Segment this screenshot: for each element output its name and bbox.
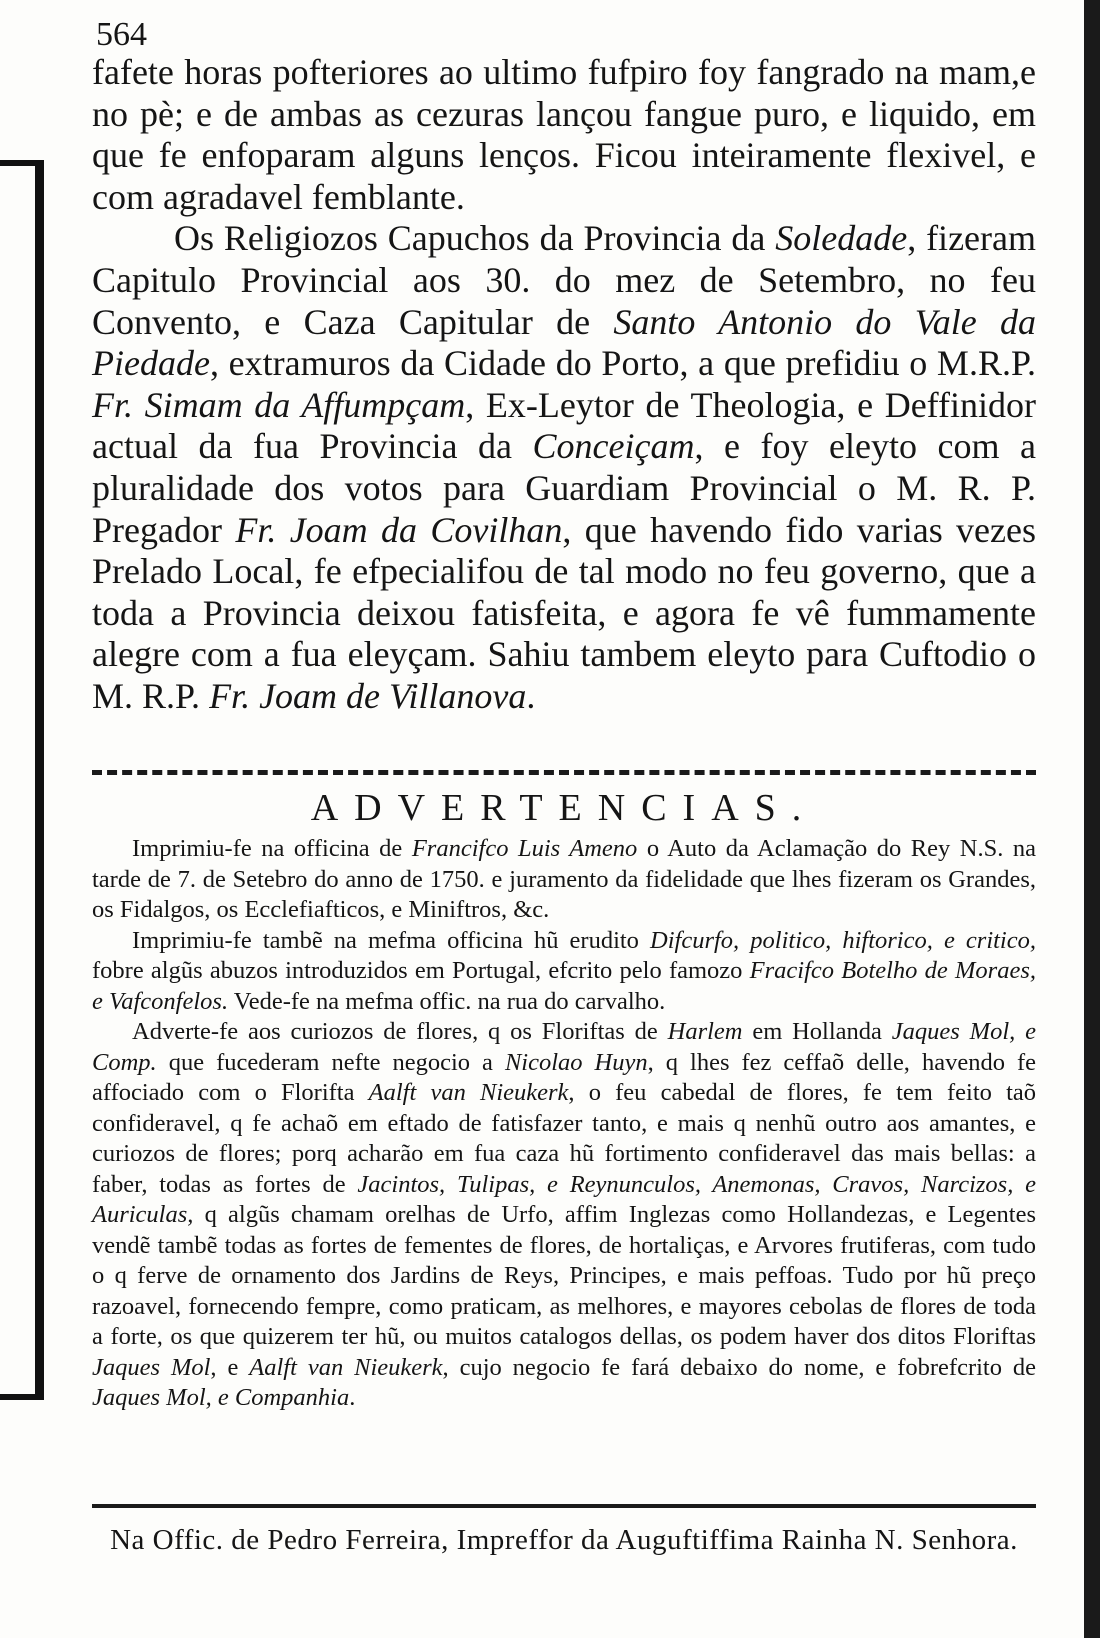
footer-divider	[92, 1504, 1036, 1508]
notice-3: Adverte-fe aos curiozos de flores, q os Floriftas de Harlem em Hollanda Jaques Mol, e Comp. que fucederam nefte negocio a Nicolao Huyn, q lhes fez ceffaõ delle, havendo fe affociado com o Florifta Aalft van Nieukerk, o feu cabedal de flores, fe tem feito taõ confideravel, q fe achaõ em eftado de fatisfazer tanto, e mais q nenhũ outro aos amantes, e curiozos de flores; porq acharão em fua caza hũ fortimento confideravel das mais bellas: a faber, todas as fortes de Jacintos, Tulipas, e Reynunculos, Anemonas, Cravos, Narcizos, e Auriculas, q algũs chamam orelhas de Urfo, affim Inglezas como Hollandezas, e Legentes vendẽ tambẽ todas as fortes de fementes de flores, de hortaliças, e Arvores frutiferas, com tudo o q ferve de ornamento dos Jardins de Reys, Principes, e mais peffoas. Tudo por hũ preço razoavel, fornecendo fempre, como praticam, as melhores, e mayores cebolas de flores de toda a forte, os que quizerem ter hũ, ou muitos catalogos dellas, os podem haver dos ditos Floriftas Jaques Mol, e Aalft van Nieukerk, cujo negocio fe fará debaixo do nome, e fobrefcrito de Jaques Mol, e Companhia.	[92, 1018, 1037, 1411]
notice-1: Imprimiu-fe na officina de Francifco Luis Ameno o Auto da Aclamação do Rey N.S. na tarde de 7. de Setebro do anno de 1750. e juramento da fidelidade que lhes fizeram os Grandes, os Fidalgos, os Ecclefiafticos, e Miniftros, &c.	[92, 835, 1036, 923]
article-paragraph-2: Os Religiozos Capuchos da Provincia da Soledade, fizeram Capitulo Provincial aos 30. do mez de Setembro, no feu Convento, e Caza Capitular de Santo Antonio do Vale da Piedade, extramuros da Cidade do Porto, a que prefidiu o M.R.P. Fr. Simam da Affumpçam, Ex-Leytor de Theologia, e Deffinidor actual da fua Provincia da Conceiçam, e foy eleyto com a pluralidade dos votos para Guardiam Provincial o M. R. P. Pregador Fr. Joam da Covilhan, que havendo fido varias vezes Prelado Local, fe efpecialifou de tal modo no feu governo, que a toda a Provincia deixou fatisfeita, e agora fe vê fummamente alegre com a fua eleyçam. Sahiu tambem eleyto para Cuftodio o M. R.P. Fr. Joam de Villanova.	[92, 218, 1037, 716]
section-divider	[92, 770, 1036, 775]
page-edge-shadow	[1084, 0, 1100, 1638]
notices-section	[92, 834, 1036, 1414]
printer-imprint: Na Offic. de Pedro Ferreira, Impreffor da Auguftiffima Rainha N. Senhora.	[110, 1524, 1018, 1556]
notice-2: Imprimiu-fe tambẽ na mefma officina hũ erudito Difcurfo, politico, hiftorico, e critico, fobre algũs abuzos introduzidos em Portugal, efcrito pelo famozo Fracifco Botelho de Moraes, e Vafconfelos. Vede-fe na mefma offic. na rua do carvalho.	[92, 926, 1036, 1015]
section-heading: ADVERTENCIAS.	[310, 787, 818, 829]
left-margin-bracket	[0, 160, 44, 1400]
news-article	[92, 52, 1036, 718]
article-paragraph-1: fafete horas pofteriores ao ultimo fufpiro foy fangrado na mam,e no pè; e de ambas as cezuras lançou fangue puro, e liquido, em que fe enfoparam alguns lenços. Ficou inteiramente flexivel, e com agradavel femblante.	[92, 52, 1036, 217]
page-number: 564	[96, 16, 147, 53]
